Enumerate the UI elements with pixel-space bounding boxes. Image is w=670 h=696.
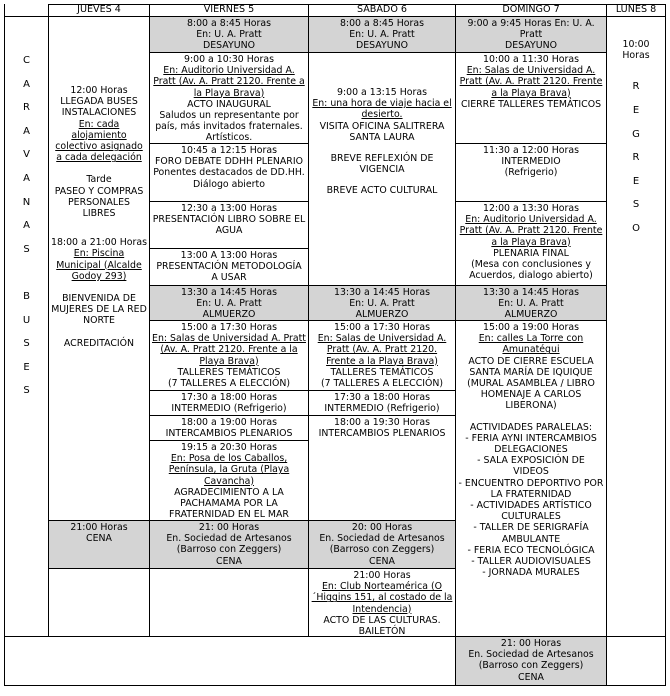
- vertical-letter: G: [632, 128, 640, 140]
- spacer: [51, 327, 147, 338]
- viernes-intermedio-time: 17:30 a 18:00 Horas: [181, 392, 277, 403]
- viernes-pachamama-time: 19:15 a 20:30 Horas: [181, 442, 277, 453]
- sabado-talleres-time: 15:00 a 17:30 Horas: [334, 322, 430, 333]
- vertical-letter: A: [23, 220, 30, 232]
- domingo-cierre-title: ACTO DE CIERRE ESCUELA SANTA MARÍA DE IQUIQUE (MURAL ASAMBLEA / LIBRO HOMENAJE A CARLOS LIBERONA): [467, 355, 595, 412]
- domingo-intermedio-label: INTERMEDIO: [501, 156, 561, 168]
- sabado-culturas-time: 21:00 Horas: [353, 570, 411, 581]
- vertical-letter: R: [632, 152, 640, 164]
- vertical-letter: S: [632, 199, 640, 211]
- viernes-talleres-note: (7 TALLERES A ELECCIÓN): [167, 378, 291, 390]
- sabado-visita-reflexion: BREVE REFLEXIÓN DE VIGENCIA: [330, 153, 434, 176]
- jueves-cena-label: CENA: [86, 533, 112, 545]
- spacer: [458, 412, 604, 422]
- jueves-instalaciones: INSTALACIONES: [61, 107, 137, 119]
- domingo-desayuno-label: DESAYUNO: [505, 40, 557, 52]
- vertical-letter: O: [632, 222, 640, 234]
- sabado-cena-place: En. Sociedad de Artesanos: [319, 533, 445, 545]
- header-viernes: VIERNES 5: [149, 4, 309, 17]
- domingo-intermedio-note: (Refrigerio): [504, 167, 558, 179]
- sabado-intermedio-time: 17:30 a 18:00 Horas: [334, 392, 430, 403]
- viernes-pachamama: [149, 440, 309, 521]
- sabado-cena: [308, 520, 456, 569]
- domingo-paralela-item: - SALA EXPOSICIÓN DE VIDEOS: [477, 455, 585, 478]
- sabado-culturas: [308, 568, 456, 637]
- domingo-cierre-time: 15:00 a 19:00 Horas: [483, 322, 579, 333]
- sabado-intermedio-label: INTERMEDIO (Refrigerio): [324, 403, 440, 415]
- vertical-letter: S: [23, 243, 30, 255]
- viernes-desayuno-time: 8:00 a 8:45 Horas: [186, 18, 272, 29]
- spacer: [609, 61, 663, 75]
- sabado-visita-time: 9:00 a 13:15 Horas: [336, 87, 428, 98]
- vertical-letter: S: [23, 385, 30, 397]
- viernes-almuerzo: [149, 285, 309, 321]
- domingo-cierre-talleres-title: CIERRE TALLERES TEMÁTICOS: [460, 98, 602, 110]
- domingo-almuerzo-label: ALMUERZO: [504, 309, 558, 321]
- domingo-acto-cierre: [455, 320, 607, 637]
- domingo-intermedio-time: 11:30 a 12:00 Horas: [483, 145, 579, 156]
- sabado-visita: [308, 52, 456, 286]
- caravanas-buses-column: [4, 16, 49, 637]
- sabado-almuerzo-time: 13:30 a 14:45 Horas: [334, 287, 430, 298]
- domingo-paralelas-title: ACTIVIDADES PARALELAS:: [469, 421, 593, 433]
- viernes-foro-time: 10:45 a 12:15 Horas: [181, 145, 277, 156]
- viernes-cena-label: CENA: [216, 555, 242, 567]
- viernes-intermedio: [149, 390, 309, 416]
- viernes-talleres-place: En: Salas de Universidad A. Pratt (Av. A. Pratt 2120. Frente a la Playa Brava): [152, 333, 306, 367]
- domingo-paralela-item: - TALLER DE SERIGRAFÍA AMBULANTE: [473, 522, 589, 545]
- jueves-tarde: Tarde: [86, 174, 112, 186]
- vertical-letter: S: [23, 338, 30, 350]
- viernes-almuerzo-label: ALMUERZO: [202, 309, 256, 321]
- viernes-plenarios-label: INTERCAMBIOS PLENARIOS: [165, 428, 293, 440]
- sabado-desayuno-time: 8:00 a 8:45 Horas: [339, 18, 425, 29]
- viernes-desayuno-label: DESAYUNO: [203, 40, 255, 52]
- domingo-almuerzo-time: 13:30 a 14:45 Horas: [483, 287, 579, 298]
- domingo-plenaria-final: [455, 201, 607, 286]
- viernes-inaugural-title: ACTO INAUGURAL: [187, 98, 271, 110]
- viernes-cena: [149, 520, 309, 569]
- viernes-cena-place: En. Sociedad de Artesanos: [166, 533, 292, 545]
- viernes-pachamama-title: AGRADECIMIENTO A LA PACHAMAMA POR LA FRATERNIDAD EN EL MAR: [169, 486, 289, 521]
- vertical-letter: U: [22, 314, 31, 326]
- sabado-talleres-place: En: Salas de Universidad A. Pratt (Av. A. Pratt 2120. Frente a la Playa Brava): [317, 333, 447, 367]
- sabado-almuerzo-label: ALMUERZO: [355, 309, 409, 321]
- viernes-inaugural: [149, 52, 309, 144]
- domingo-cierre-talleres: [455, 52, 607, 144]
- header-jueves: JUEVES 4: [48, 4, 150, 17]
- jueves-time-1: 12:00 Horas: [70, 85, 128, 96]
- spacer: [311, 175, 453, 185]
- domingo-plenaria-place: En: Auditorio Universidad A. Pratt (Av. A. Pratt 2120. Frente a la Playa Brava): [459, 214, 603, 248]
- jueves-paseo: PASEO Y COMPRAS PERSONALES LIBRES: [54, 185, 144, 220]
- header-sabado: SÁBADO 6: [308, 4, 456, 17]
- domingo-desayuno: [455, 16, 607, 53]
- domingo-paralela-item: - FERIA AYNI INTERCAMBIOS DELEGACIONES: [465, 432, 597, 456]
- viernes-metodologia-time: 13:00 A 13:00 Horas: [180, 250, 278, 261]
- vertical-letter: N: [22, 196, 31, 208]
- sabado-almuerzo-place: En: U. A. Pratt: [349, 298, 415, 310]
- viernes-inaugural-desc: Saludos un representante por país, más invitados fraternales. Artísticos.: [155, 110, 303, 144]
- sabado-visita-acto: BREVE ACTO CULTURAL: [326, 185, 438, 197]
- domingo-cierre-talleres-place: En: Salas de Universidad A. Pratt (Av. A. Pratt 2120. Frente a la Playa Brava): [459, 65, 603, 99]
- viernes-foro-title: FORO DEBATE DDHH PLENARIO: [155, 156, 303, 168]
- vertical-letter: R: [632, 81, 640, 93]
- viernes-inaugural-place: En: Auditorio Universidad A. Pratt (Av. A. Pratt 2120. Frente a la Playa Brava): [153, 65, 305, 99]
- lunes-hours: Horas: [622, 50, 650, 62]
- viernes-pachamama-place: En: Posa de los Caballos, Península, la Gruta (Playa Cavancha): [168, 453, 290, 487]
- domingo-cena: [455, 636, 607, 686]
- viernes-desayuno: [149, 16, 309, 53]
- sabado-talleres: [308, 320, 456, 391]
- viernes-libro-time: 12:30 a 13:00 Horas: [181, 203, 277, 214]
- spacer: [311, 143, 453, 153]
- vertical-letter: B: [23, 290, 30, 302]
- viernes-metodologia-title: PRESENTACIÓN METODOLOGÍA A USAR: [156, 261, 302, 284]
- sabado-visita-title: VISITA OFICINA SALITRERA SANTA LAURA: [319, 120, 445, 143]
- viernes-metodologia: [149, 248, 309, 286]
- sabado-talleres-title: TALLERES TEMÁTICOS: [330, 366, 434, 378]
- viernes-almuerzo-place: En: U. A. Pratt: [196, 298, 262, 310]
- sabado-desayuno-label: DESAYUNO: [356, 40, 408, 52]
- bottom-empty-left: [4, 636, 456, 686]
- viernes-plenarios: [149, 415, 309, 441]
- viernes-cena-time: 21: 00 Horas: [198, 522, 260, 533]
- jueves-bienvenida: BIENVENIDA DE MUJERES DE LA RED NORTE: [51, 293, 147, 327]
- lunes-regreso: [606, 16, 666, 637]
- viernes-talleres: [149, 320, 309, 391]
- vertical-letter: E: [632, 175, 640, 187]
- domingo-cierre-talleres-time: 10:00 a 11:30 Horas: [483, 54, 579, 65]
- sabado-almuerzo: [308, 285, 456, 321]
- domingo-paralela-item: - FERIA ECO TECNOLÓGICA: [467, 544, 595, 556]
- domingo-paralela-item: - ENCUENTRO DEPORTIVO POR LA FRATERNIDAD: [458, 477, 604, 500]
- viernes-almuerzo-time: 13:30 a 14:45 Horas: [181, 287, 277, 298]
- viernes-libro-title: PRESENTACIÓN LIBRO SOBRE EL AGUA: [152, 214, 306, 237]
- sabado-visita-note: En: una hora de viaje hacia el desierto.: [312, 98, 452, 121]
- jueves-empty: [48, 568, 150, 637]
- vertical-letter: A: [23, 172, 30, 184]
- domingo-almuerzo: [455, 285, 607, 321]
- jueves-time-2: 18:00 a 21:00 Horas: [51, 237, 147, 249]
- vertical-letter: E: [23, 361, 30, 373]
- domingo-desayuno-time: 9:00 a 9:45 Horas En: U. A. Pratt: [467, 18, 595, 41]
- domingo-paralela-item: - JORNADA MURALES: [482, 567, 580, 579]
- sabado-desayuno-place: En: U. A. Pratt: [349, 29, 415, 41]
- viernes-cena-addr: (Barroso con Zeggers): [176, 544, 282, 556]
- sabado-plenarios-time: 18:00 a 19:30 Horas: [334, 417, 430, 428]
- sabado-culturas-place: En: Club Norteamérica (O´Higgins 151, al costado de la Intendencia): [311, 581, 453, 615]
- lunes-time: 10:00: [622, 39, 650, 50]
- vertical-letter: V: [23, 149, 30, 161]
- sabado-desayuno: [308, 16, 456, 53]
- sabado-culturas-title: ACTO DE LAS CULTURAS. BAILETÓN: [323, 614, 441, 637]
- jueves-acreditacion: ACREDITACIÓN: [63, 337, 135, 349]
- vertical-letter: A: [23, 78, 30, 90]
- domingo-plenaria-time: 12:00 a 13:30 Horas: [483, 203, 579, 214]
- viernes-desayuno-place: En: U. A. Pratt: [196, 29, 262, 41]
- header-domingo: DOMINGO 7: [455, 4, 607, 17]
- sabado-plenarios-label: INTERCAMBIOS PLENARIOS: [318, 428, 446, 440]
- viernes-foro-desc: Ponentes destacados de DD.HH. Diálogo abierto: [153, 167, 305, 190]
- domingo-cena-label: CENA: [518, 671, 544, 683]
- sabado-cena-label: CENA: [369, 555, 395, 567]
- viernes-intermedio-label: INTERMEDIO (Refrigerio): [171, 403, 287, 415]
- vertical-letter: A: [23, 125, 30, 137]
- header-lunes: LUNES 8: [606, 4, 666, 17]
- domingo-paralela-item: - ACTIVIDADES ARTÍSTICO CULTURALES: [470, 500, 592, 523]
- vertical-letter: E: [632, 105, 640, 116]
- viernes-empty: [149, 568, 309, 637]
- sabado-talleres-note: (7 TALLERES A ELECCIÓN): [320, 378, 444, 390]
- jueves-cena-time: 21:00 Horas: [70, 522, 128, 533]
- domingo-paralela-item: - TALLER AUDIOVISUALES: [471, 556, 591, 568]
- jueves-block: [48, 16, 150, 521]
- domingo-cena-time: 21: 00 Horas: [500, 638, 562, 649]
- domingo-plenaria-title: PLENARIA FINAL: [493, 247, 569, 259]
- viernes-talleres-title: TALLERES TEMÁTICOS: [177, 366, 281, 378]
- viernes-foro: [149, 143, 309, 202]
- domingo-plenaria-desc: (Mesa con conclusiones y Acuerdos, dialogo abierto): [469, 259, 593, 282]
- spacer: [51, 282, 147, 293]
- sabado-cena-time: 20: 00 Horas: [351, 522, 413, 533]
- viernes-talleres-time: 15:00 a 17:30 Horas: [181, 322, 277, 333]
- viernes-plenarios-time: 18:00 a 19:00 Horas: [181, 417, 277, 428]
- vertical-letter: R: [23, 102, 30, 114]
- spacer: [51, 163, 147, 174]
- domingo-almuerzo-place: En: U. A. Pratt: [498, 298, 564, 310]
- sabado-plenarios: [308, 415, 456, 521]
- domingo-cena-addr: (Barroso con Zeggers): [478, 660, 584, 672]
- vertical-letter: [7, 261, 46, 285]
- spacer: [51, 219, 147, 237]
- jueves-cena: [48, 520, 150, 569]
- jueves-piscina: En: Piscina Municipal (Alcalde Godoy 293): [56, 248, 142, 282]
- sabado-cena-addr: (Barroso con Zeggers): [329, 544, 435, 556]
- sabado-intermedio: [308, 390, 456, 416]
- domingo-intermedio: [455, 143, 607, 202]
- vertical-letter: C: [23, 55, 30, 66]
- domingo-cena-place: En. Sociedad de Artesanos: [468, 649, 594, 661]
- domingo-cierre-place: En: calles La Torre con Amunatégui: [478, 333, 584, 356]
- viernes-libro: [149, 201, 309, 249]
- viernes-inaugural-time: 9:00 a 10:30 Horas: [183, 54, 275, 65]
- bottom-empty-right: [606, 636, 666, 686]
- jueves-llegada: LLEGADA BUSES: [60, 96, 138, 108]
- jueves-alojamiento: En: cada alojamiento colectivo asignado a cada delegación: [55, 118, 143, 164]
